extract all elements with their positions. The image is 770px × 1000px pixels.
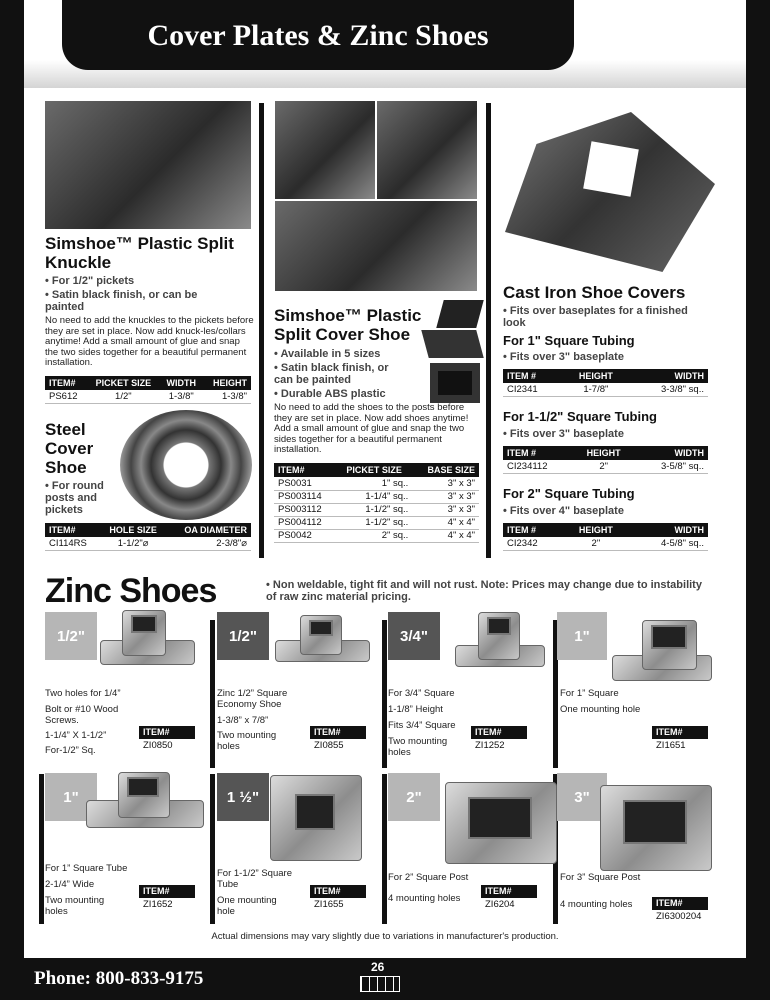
- item-label: ITEM#: [481, 885, 537, 898]
- zinc-column-divider: [382, 620, 387, 768]
- knuckle-bullet: • Satin black finish, or can be painted: [45, 289, 198, 313]
- size-badge: 1/2": [45, 612, 97, 660]
- zinc-desc: Two mounting holes: [45, 895, 105, 917]
- split-shoe-assembled-image: [430, 363, 480, 403]
- item-number: ZI1652: [143, 899, 173, 910]
- zinc-desc: One mounting hole: [217, 895, 277, 917]
- split-bullet: • Durable ABS plastic: [274, 388, 386, 400]
- zinc-desc: For 3/4” Square: [388, 688, 455, 699]
- item-label: ITEM#: [139, 885, 195, 898]
- table-cell: 2-3/8"⌀: [166, 537, 251, 550]
- table-cell: 3" x 3": [412, 477, 479, 490]
- zinc-desc: Two mounting holes: [217, 730, 277, 752]
- cast-group-1-title: For 1" Square Tubing: [503, 333, 635, 348]
- zinc-desc: 4 mounting holes: [560, 899, 633, 910]
- item-label: ITEM#: [310, 726, 366, 739]
- zinc-desc: Zinc 1/2” Square Economy Shoe: [217, 688, 288, 710]
- item-box: [481, 885, 537, 911]
- header-band: [24, 0, 746, 88]
- zinc-desc: Two holes for 1/4”: [45, 688, 121, 699]
- cast-group-2-title: For 1-1/2" Square Tubing: [503, 409, 657, 424]
- table-cell: 3" x 3": [412, 490, 479, 503]
- table-cell: 1-3/8": [160, 390, 203, 403]
- cast-table-1: [503, 369, 708, 397]
- disclaimer: Actual dimensions may vary slightly due to variations in manufacturer's production.: [211, 931, 559, 942]
- left-black-border: [0, 0, 24, 958]
- table-header: HEIGHT: [563, 369, 628, 383]
- item-number: ZI1655: [314, 899, 344, 910]
- page-title: Cover Plates & Zinc Shoes: [147, 19, 489, 52]
- phone-number: Phone: 800-833-9175: [34, 968, 204, 989]
- table-cell: 3-3/8" sq..: [629, 383, 708, 396]
- table-cell: CI2342: [503, 537, 563, 550]
- split-description: No need to add the shoes to the posts before they are set in place. Now add shoes anytime! Add a small amount of glue and snap the two sides together for a beautiful permanent installation.: [274, 402, 469, 455]
- zinc-desc: For 3” Square Post: [560, 872, 641, 883]
- table-cell: 1" sq..: [336, 477, 412, 490]
- size-badge: 3": [557, 773, 607, 821]
- fence-logo: [360, 976, 400, 992]
- table-header: HEIGHT: [563, 523, 628, 537]
- size-badge: 2": [388, 773, 440, 821]
- table-header: HEIGHT: [573, 446, 634, 460]
- knuckle-bullet: • For 1/2" pickets: [45, 275, 135, 287]
- steel-shoe-image: [120, 410, 252, 520]
- split-shoe-photo-1: [275, 101, 375, 199]
- table-header: PICKET SIZE: [87, 376, 160, 390]
- table-cell: 1-3/8": [203, 390, 251, 403]
- table-header: OA DIAMETER: [166, 523, 251, 537]
- item-box: [139, 726, 195, 752]
- zinc-shoe-image: [600, 785, 712, 871]
- zinc-shoe-image: [642, 620, 697, 670]
- zinc-column-divider: [382, 774, 387, 924]
- zinc-desc: For 1” Square Tube: [45, 863, 128, 874]
- zinc-column-divider: [210, 620, 215, 768]
- zinc-desc: 1-1/4” X 1-1/2”: [45, 730, 107, 741]
- split-shoe-photo-3: [275, 201, 477, 291]
- table-cell: PS003112: [274, 503, 336, 516]
- zinc-note: • Non weldable, tight fit and will not rust. Note: Prices may change due to instability of raw zinc material pricing.: [266, 579, 702, 603]
- table-cell: PS0042: [274, 529, 336, 542]
- item-box: [652, 726, 708, 752]
- zinc-shoe-image: [118, 772, 170, 818]
- split-shoe-photo-2: [377, 101, 477, 199]
- size-badge: 1": [557, 612, 607, 660]
- table-header: HEIGHT: [203, 376, 251, 390]
- zinc-desc: Bolt or #10 Wood Screws.: [45, 704, 119, 726]
- table-header: HOLE SIZE: [100, 523, 166, 537]
- table-cell: PS0031: [274, 477, 336, 490]
- table-cell: 1/2": [87, 390, 160, 403]
- zinc-desc: For-1/2” Sq.: [45, 745, 96, 756]
- knuckle-heading: Simshoe™ Plastic Split Knuckle: [45, 234, 234, 272]
- table-header: ITEM #: [503, 523, 563, 537]
- split-shoe-piece-image: [436, 300, 484, 328]
- item-number: ZI0855: [314, 740, 344, 751]
- table-cell: 1-1/2"⌀: [100, 537, 166, 550]
- zinc-shoe-image: [270, 775, 362, 861]
- zinc-desc: 1-3/8” x 7/8”: [217, 715, 269, 726]
- cast-table-2: [503, 446, 708, 474]
- table-header: WIDTH: [160, 376, 203, 390]
- item-number: ZI6204: [485, 899, 515, 910]
- zinc-desc: For 1-1/2” Square Tube: [217, 868, 292, 890]
- item-number: ZI1252: [475, 740, 505, 751]
- zinc-desc: 4 mounting holes: [388, 893, 461, 904]
- zinc-desc: One mounting hole: [560, 704, 641, 715]
- table-header: ITEM#: [45, 376, 87, 390]
- size-badge: 1": [45, 773, 97, 821]
- split-heading: Simshoe™ Plastic Split Cover Shoe: [274, 306, 422, 344]
- zinc-title: Zinc Shoes: [45, 572, 217, 610]
- split-bullet: • Satin black finish, or can be painted: [274, 362, 389, 386]
- table-header: WIDTH: [629, 369, 708, 383]
- knuckle-description: No need to add the knuckles to the pickets before they are set in place. Now add knuck-les/collars anytime! Add a small amount of glue and snap the two sides together for a beautiful permanent installation.: [45, 315, 254, 368]
- cast-group-2-bullet: • Fits over 3" baseplate: [503, 428, 624, 440]
- table-cell: 1-1/2" sq..: [336, 516, 412, 529]
- table-cell: PS003114: [274, 490, 336, 503]
- steel-bullet: • For round posts and pickets: [45, 480, 104, 516]
- table-cell: 4-5/8" sq..: [629, 537, 708, 550]
- cast-group-3-title: For 2" Square Tubing: [503, 486, 635, 501]
- item-number: ZI1651: [656, 740, 686, 751]
- zinc-shoe-image: [122, 610, 166, 656]
- split-table: [274, 463, 479, 543]
- cast-group-1-bullet: • Fits over 3" baseplate: [503, 351, 624, 363]
- table-cell: PS004112: [274, 516, 336, 529]
- table-cell: CI114RS: [45, 537, 100, 550]
- item-label: ITEM#: [471, 726, 527, 739]
- item-label: ITEM#: [652, 726, 708, 739]
- cast-heading: Cast Iron Shoe Covers: [503, 283, 686, 302]
- table-header: ITEM#: [274, 463, 336, 477]
- item-box: [471, 726, 527, 752]
- cast-iron-opening: [583, 141, 639, 197]
- steel-table: [45, 523, 251, 551]
- table-header: ITEM#: [45, 523, 100, 537]
- zinc-shoe-image: [445, 782, 557, 864]
- knuckle-table: [45, 376, 251, 404]
- item-box: [652, 897, 708, 923]
- cast-group-3-bullet: • Fits over 4" baseplate: [503, 505, 624, 517]
- size-badge: 3/4": [388, 612, 440, 660]
- zinc-desc: For 2” Square Post: [388, 872, 469, 883]
- item-number: ZI0850: [143, 740, 173, 751]
- column-divider: [486, 103, 491, 558]
- item-box: [139, 885, 195, 911]
- zinc-desc: For 1” Square: [560, 688, 619, 699]
- table-cell: 1-7/8": [563, 383, 628, 396]
- zinc-desc: 2-1/4” Wide: [45, 879, 95, 890]
- table-cell: 3-5/8" sq..: [634, 460, 708, 473]
- table-cell: 1-1/4" sq..: [336, 490, 412, 503]
- table-cell: PS612: [45, 390, 87, 403]
- size-badge: 1 ½": [217, 773, 269, 821]
- item-label: ITEM#: [652, 897, 708, 910]
- cast-table-3: [503, 523, 708, 551]
- table-cell: 2": [573, 460, 634, 473]
- item-number: ZI6300204: [656, 911, 702, 922]
- zinc-column-divider: [210, 774, 215, 924]
- table-header: WIDTH: [634, 446, 708, 460]
- item-label: ITEM#: [310, 885, 366, 898]
- table-header: BASE SIZE: [412, 463, 479, 477]
- page-number: 26: [371, 960, 385, 974]
- table-cell: 4" x 4": [412, 529, 479, 542]
- knuckle-photo: [45, 101, 251, 229]
- table-header: ITEM #: [503, 369, 563, 383]
- zinc-desc: Two mounting holes: [388, 736, 448, 758]
- title-tab: [62, 0, 574, 70]
- split-bullet: • Available in 5 sizes: [274, 348, 381, 360]
- table-cell: 1-1/2" sq..: [336, 503, 412, 516]
- table-cell: CI2341: [503, 383, 563, 396]
- size-badge: 1/2": [217, 612, 269, 660]
- table-cell: CI234112: [503, 460, 573, 473]
- right-black-border: [746, 0, 770, 958]
- zinc-shoe-image: [300, 615, 342, 655]
- table-header: ITEM #: [503, 446, 573, 460]
- table-cell: 2" sq..: [336, 529, 412, 542]
- column-divider: [259, 103, 264, 558]
- zinc-desc: 1-1/8” Height: [388, 704, 443, 715]
- item-box: [310, 885, 366, 911]
- zinc-column-divider: [39, 774, 44, 924]
- item-box: [310, 726, 366, 752]
- zinc-shoe-image: [478, 612, 520, 660]
- item-label: ITEM#: [139, 726, 195, 739]
- table-cell: 4" x 4": [412, 516, 479, 529]
- table-header: PICKET SIZE: [336, 463, 412, 477]
- table-cell: 3" x 3": [412, 503, 479, 516]
- cast-bullet: • Fits over baseplates for a finished look: [503, 305, 688, 329]
- steel-heading: Steel Cover Shoe: [45, 420, 94, 477]
- zinc-desc: Fits 3/4” Square: [388, 720, 456, 731]
- table-cell: 2": [563, 537, 628, 550]
- table-header: WIDTH: [629, 523, 708, 537]
